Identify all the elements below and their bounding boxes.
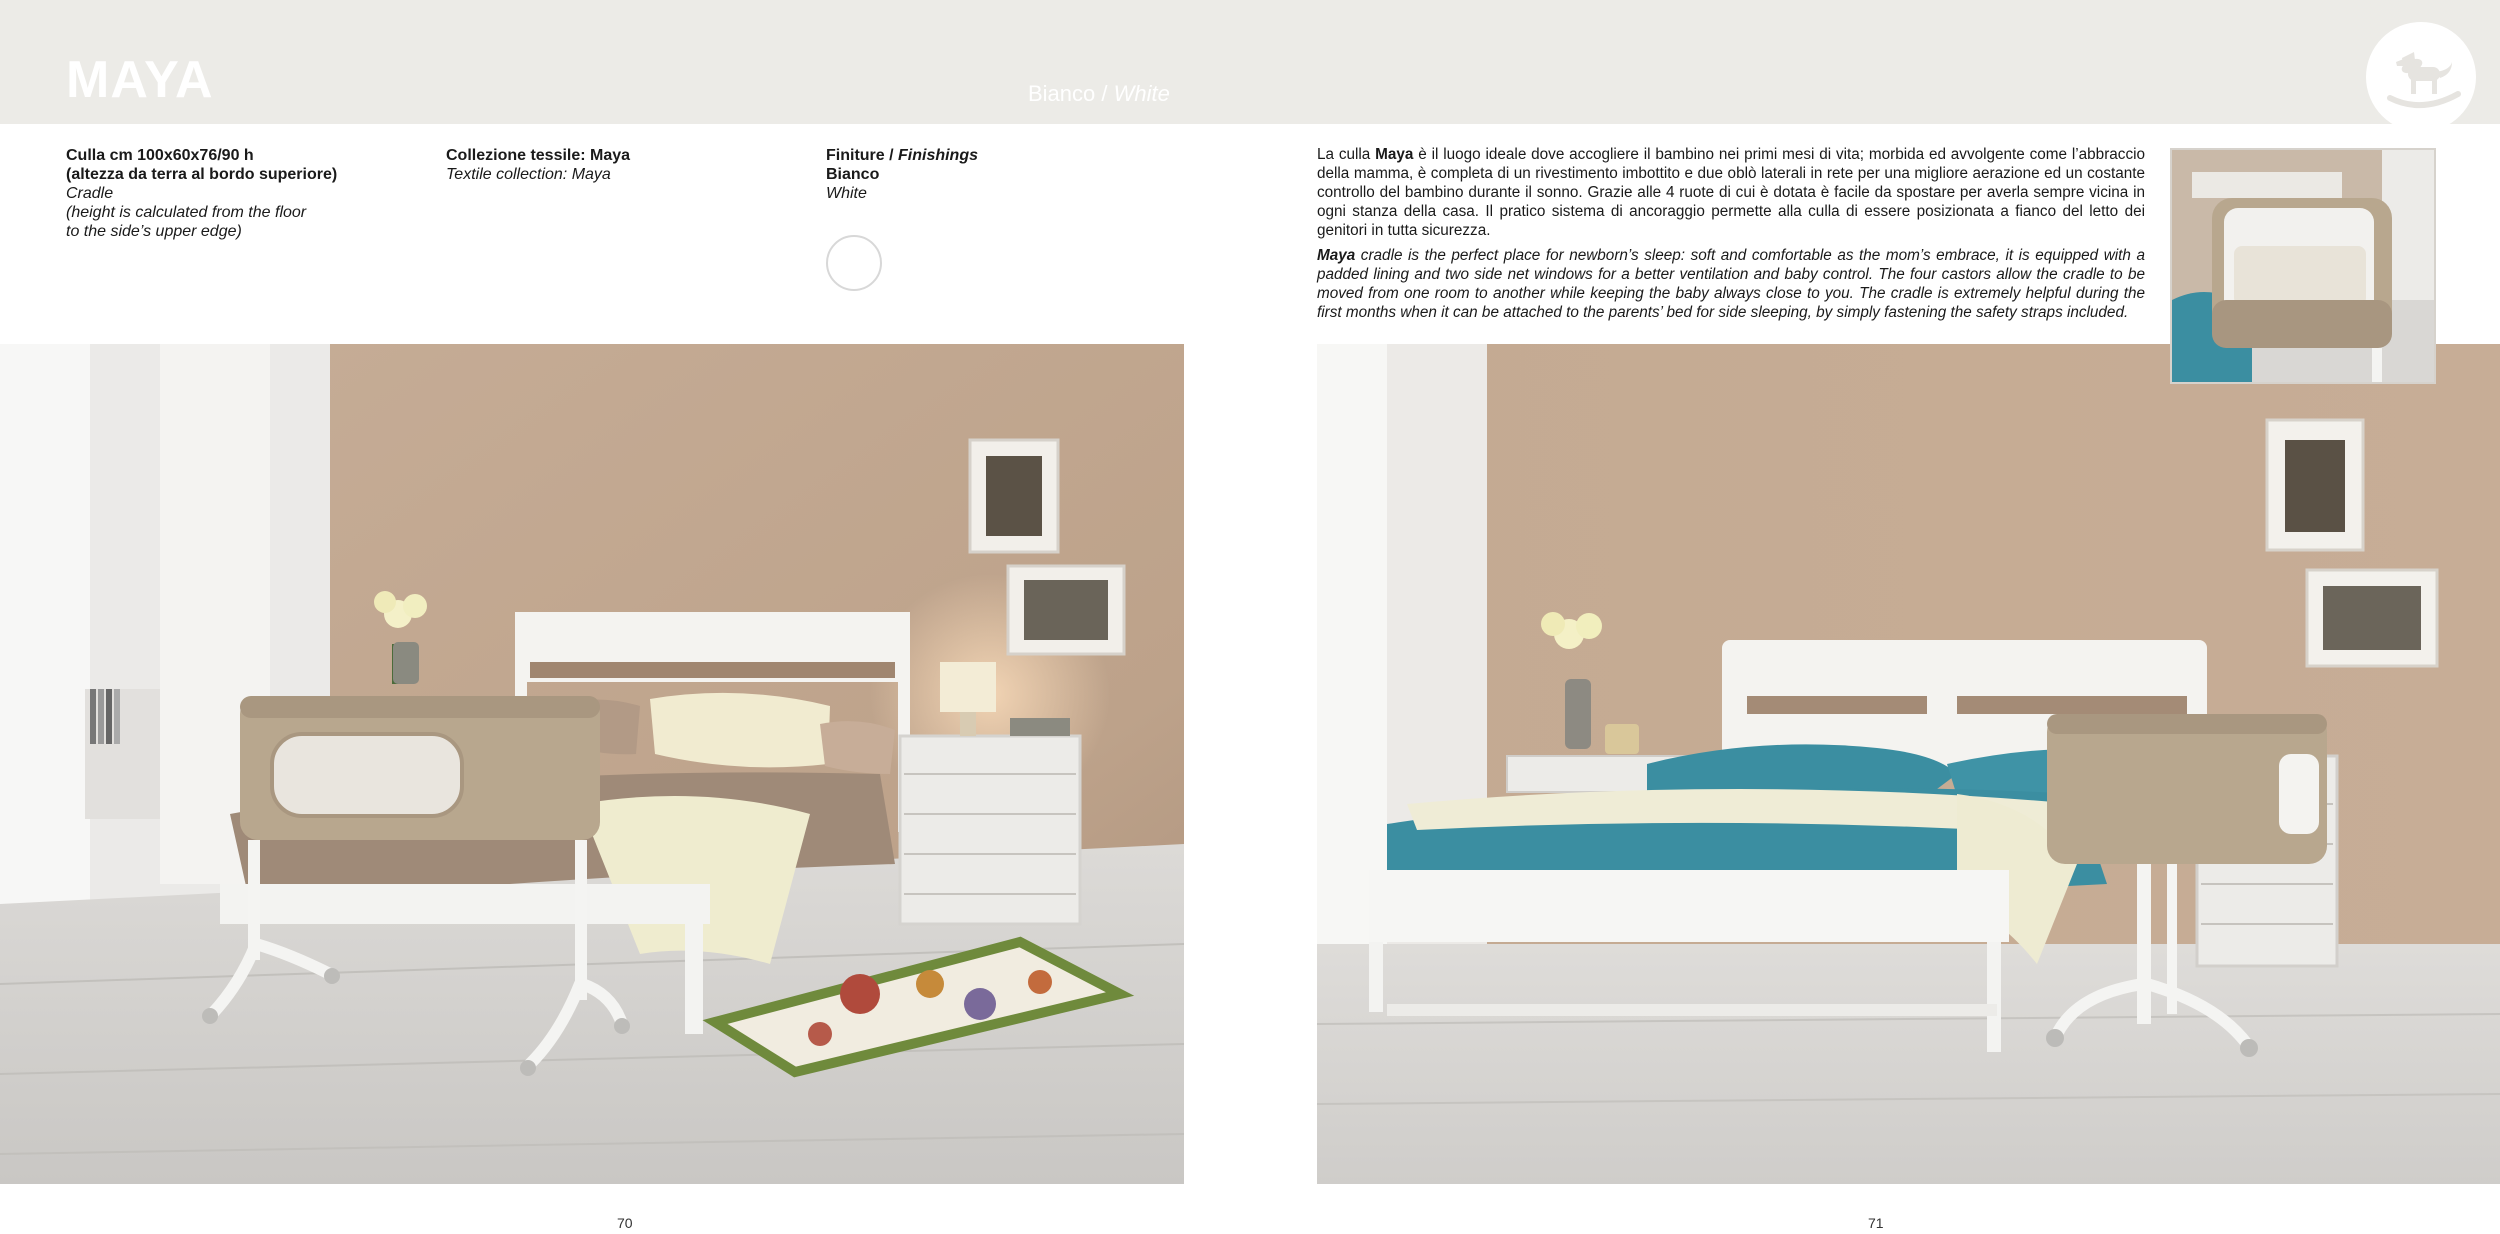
- spec-finish: [826, 146, 1126, 203]
- spec-textile-en: Textile collection: Maya: [446, 166, 611, 183]
- description-it-body: è il luogo ideale dove accogliere il bambino nei primi mesi di vita; morbida ed avvolgente come l’abbraccio della mamma, è completa di un rivestimento imbottito e due oblò laterali in rete per una migliore aerazione ed un costante controllo del bambino durante il sonno. Grazie alle 4 ruote di cui è dotata è facile da spostare per averla sempre vicina in ogni stanza della casa. Il pratico sistema di ancoraggio permette alla culla di essere posizionata a fianco del letto dei genitori in tutta sicurezza.: [1317, 146, 2145, 239]
- color-label-it: Bianco: [1028, 81, 1096, 106]
- spec-finish-value-en: White: [826, 185, 867, 202]
- page-number-right: 71: [1868, 1215, 1884, 1231]
- photo-cradle-detail-graphic: [2172, 150, 2434, 382]
- rocking-horse-icon-graphic: [2366, 22, 2476, 132]
- spec-cradle-height-note-en-2: to the side’s upper edge): [66, 223, 242, 240]
- spec-cradle-height-note-en-1: (height is calculated from the floor: [66, 204, 307, 221]
- photo-cradle-detail: [2170, 148, 2436, 384]
- description-en-name: Maya: [1317, 247, 1356, 264]
- rocking-horse-icon: [2366, 22, 2476, 132]
- description-en: [1317, 246, 2145, 322]
- photo-bedroom-cradle-bedside: [1317, 344, 2500, 1184]
- spec-finish-heading-en: Finishings: [898, 147, 978, 164]
- description-it-prefix: La culla: [1317, 146, 1376, 163]
- page-number-left: 70: [617, 1215, 633, 1231]
- photo-bedroom-cradle-side-graphic: [0, 344, 1184, 1184]
- description-it-name: Maya: [1375, 146, 1414, 163]
- product-title: MAYA: [66, 51, 214, 109]
- spec-cradle-height-note: (altezza da terra al bordo superiore): [66, 166, 338, 183]
- color-label-separator: /: [1095, 81, 1114, 106]
- spec-finish-value-it: Bianco: [826, 166, 880, 183]
- header-band: [0, 0, 2500, 124]
- color-label-en: White: [1113, 81, 1170, 106]
- spec-finish-heading: [826, 146, 1126, 165]
- finish-swatch-white: [826, 235, 882, 291]
- spec-textile-it: Collezione tessile: Maya: [446, 147, 631, 164]
- description-en-body: cradle is the perfect place for newborn’s sleep: soft and comfortable as the mom’s embrace, it is equipped with a padded lining and two side net windows for a better ventilation and baby control. The four castors allow the cradle to be moved from one room to another while keeping the baby always close to you. The cradle is extremely helpful during the first months when it can be attached to the parents’ bed for side sleeping, by simply fastening the safety straps included.: [1317, 247, 2145, 321]
- spec-cradle: [66, 146, 366, 241]
- spec-cradle-label-en: Cradle: [66, 185, 114, 202]
- photo-bedroom-cradle-side: [0, 344, 1184, 1184]
- spec-cradle-dimensions: Culla cm 100x60x76/90 h: [66, 147, 254, 164]
- spec-finish-heading-it: Finiture /: [826, 147, 898, 164]
- description-it: [1317, 145, 2145, 240]
- color-label: [1028, 83, 1170, 105]
- product-description: [1317, 145, 2145, 328]
- photo-bedroom-cradle-bedside-graphic: [1317, 344, 2500, 1184]
- spec-textile: [446, 146, 746, 184]
